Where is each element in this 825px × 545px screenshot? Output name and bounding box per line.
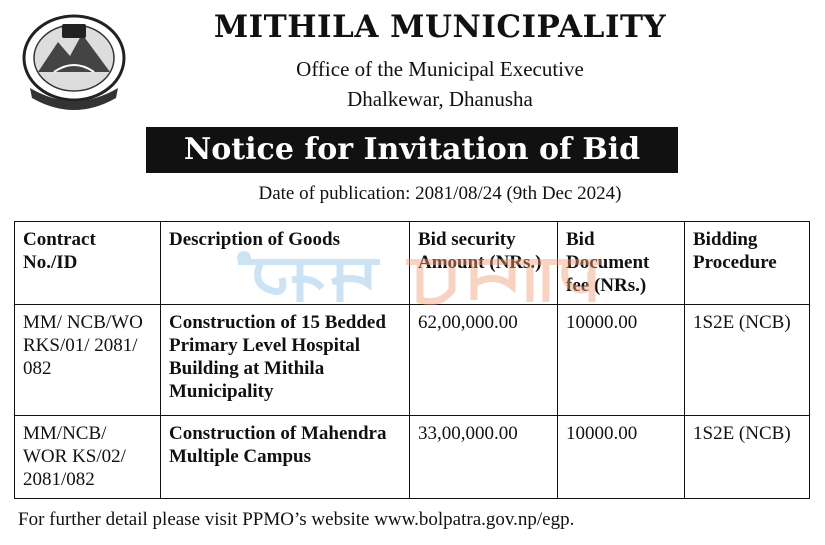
- bidding-procedure: 1S2E (NCB): [685, 305, 810, 416]
- goods-description: Construction of 15 Bedded Primary Level Hospital Building at Mithila Municipality: [161, 305, 410, 416]
- bid-security-amount: 33,00,000.00: [410, 416, 558, 499]
- col-header-fee: Bid Document fee (NRs.): [558, 222, 685, 305]
- notice-title: Notice for Invitation of Bid: [183, 132, 641, 167]
- col-header-description: Description of Goods: [161, 222, 410, 305]
- col-header-contract: Contract No./ID: [15, 222, 161, 305]
- col-header-security: Bid security Amount (NRs.): [410, 222, 558, 305]
- bid-table: [14, 221, 810, 499]
- bid-security-amount: 62,00,000.00: [410, 305, 558, 416]
- table-row: [15, 305, 810, 416]
- municipality-title: MITHILA MUNICIPALITY: [213, 9, 667, 45]
- table-header-row: [15, 222, 810, 305]
- table-row: [15, 416, 810, 499]
- footer-note: For further detail please visit PPMO’s website www.bolpatra.gov.np/egp.: [18, 509, 575, 530]
- municipality-emblem: [18, 10, 130, 114]
- contract-id: MM/NCB/ WOR KS/02/ 2081/082: [15, 416, 161, 499]
- goods-description: Construction of Mahendra Multiple Campus: [161, 416, 410, 499]
- office-name: Office of the Municipal Executive: [296, 57, 584, 81]
- notice-banner: [146, 127, 678, 173]
- col-header-procedure: Bidding Procedure: [685, 222, 810, 305]
- contract-id: MM/ NCB/WO RKS/01/ 2081/ 082: [15, 305, 161, 416]
- bid-document-fee: 10000.00: [558, 416, 685, 499]
- publication-date: Date of publication: 2081/08/24 (9th Dec 2024): [258, 183, 622, 204]
- bid-document-fee: 10000.00: [558, 305, 685, 416]
- bidding-procedure: 1S2E (NCB): [685, 416, 810, 499]
- office-address: Dhalkewar, Dhanusha: [347, 87, 533, 111]
